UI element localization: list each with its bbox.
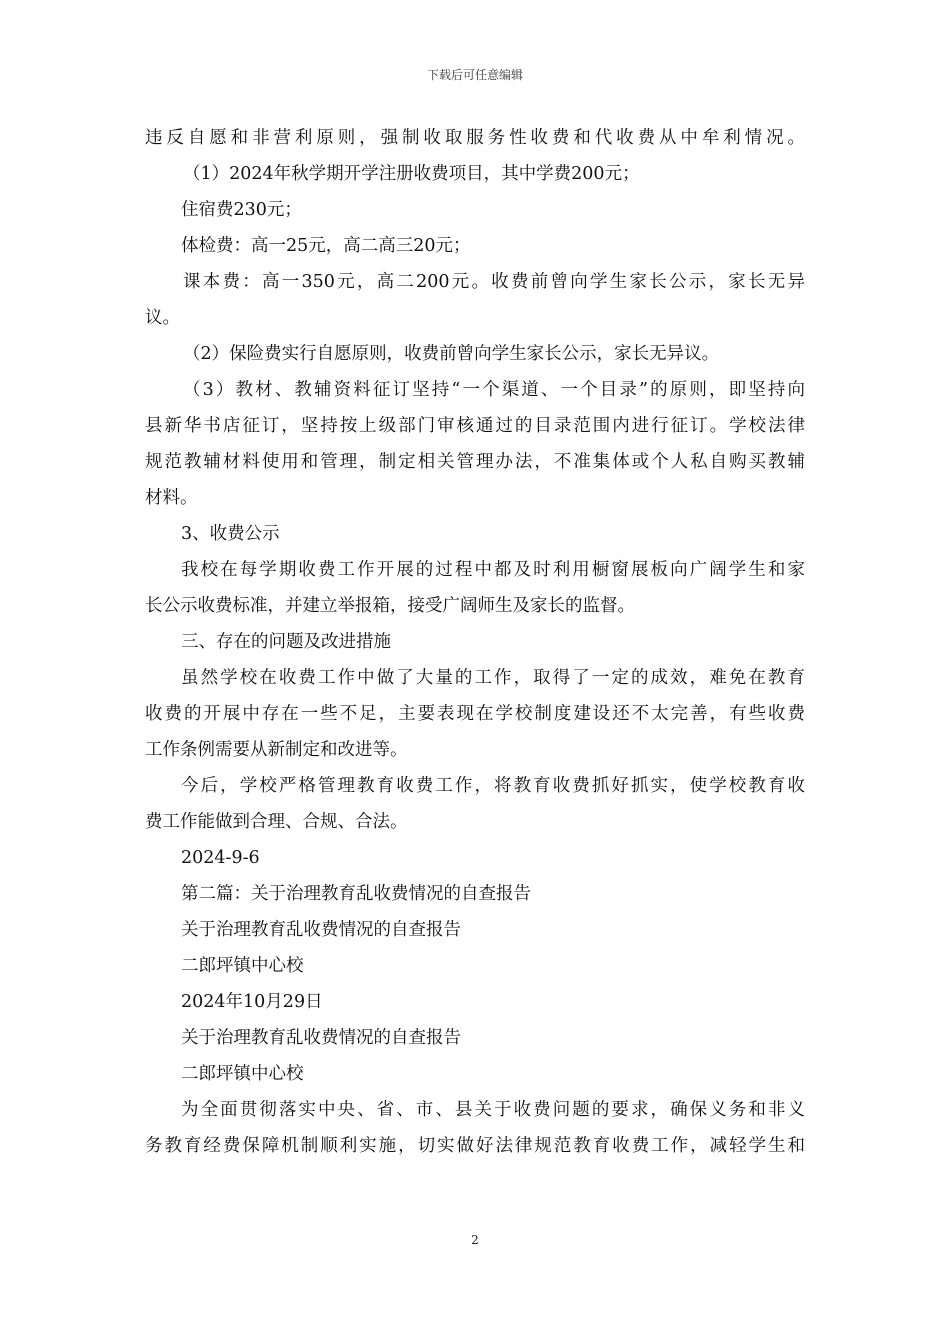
text-line: 住宿费230元； [181, 200, 302, 220]
text-line: 我校在每学期收费工作开展的过程中都及时利用橱窗展板向广阔学生和家 [181, 560, 805, 580]
page-number: 2 [471, 1233, 479, 1247]
text-line: （2）保险费实行自愿原则，收费前曾向学生家长公示，家长无异议。 [183, 344, 720, 364]
text-line: 长公示收费标准，并建立举报箱，接受广阔师生及家长的监督。 [145, 596, 635, 616]
text-line: 收费的开展中存在一些不足，主要表现在学校制度建设还不太完善，有些收费 [145, 704, 805, 724]
text-line: 务教育经费保障机制顺利实施，切实做好法律规范教育收费工作，减轻学生和 [145, 1136, 805, 1156]
page-header: 下载后可任意编辑 [426, 68, 523, 82]
text-line: 关于治理教育乱收费情况的自查报告 [181, 1028, 461, 1048]
text-line: 工作条例需要从新制定和改进等。 [145, 740, 408, 760]
text-line: 3、收费公示 [181, 524, 280, 544]
text-line: （1）2024年秋学期开学注册收费项目，其中学费200元； [183, 164, 640, 184]
text-line: 2024年10月29日 [181, 992, 323, 1012]
text-line: 课本费：高一350元，高二200元。收费前曾向学生家长公示，家长无异 [183, 272, 805, 292]
text-line: 二郎坪镇中心校 [181, 1064, 304, 1084]
text-line: 材料。 [145, 488, 198, 508]
text-line: 为全面贯彻落实中央、省、市、县关于收费问题的要求，确保义务和非义 [181, 1100, 805, 1120]
text-line: 规范教辅材料使用和管理，制定相关管理办法，不准集体或个人私自购买教辅 [145, 452, 805, 472]
text-line: 三、存在的问题及改进措施 [181, 632, 391, 652]
document-body [145, 120, 805, 1164]
text-line: 县新华书店征订，坚持按上级部门审核通过的目录范围内进行征订。学校法律 [145, 416, 805, 436]
text-line: 费工作能做到合理、合规、合法。 [145, 812, 408, 832]
text-line: 关于治理教育乱收费情况的自查报告 [181, 920, 461, 940]
text-line: 议。 [145, 308, 180, 328]
text-line: 违反自愿和非营利原则，强制收取服务性收费和代收费从中牟利情况。 [145, 128, 805, 148]
text-line: 第二篇：关于治理教育乱收费情况的自查报告 [181, 884, 531, 904]
text-line: 二郎坪镇中心校 [181, 956, 304, 976]
text-line: 虽然学校在收费工作中做了大量的工作，取得了一定的成效，难免在教育 [181, 668, 805, 688]
text-line: （3）教材、教辅资料征订坚持“一个渠道、一个目录”的原则，即坚持向 [183, 380, 805, 400]
text-line: 今后，学校严格管理教育收费工作，将教育收费抓好抓实，使学校教育收 [181, 776, 805, 796]
text-line: 体检费：高一25元，高二高三20元； [181, 236, 471, 256]
text-line: 2024-9-6 [181, 848, 260, 868]
